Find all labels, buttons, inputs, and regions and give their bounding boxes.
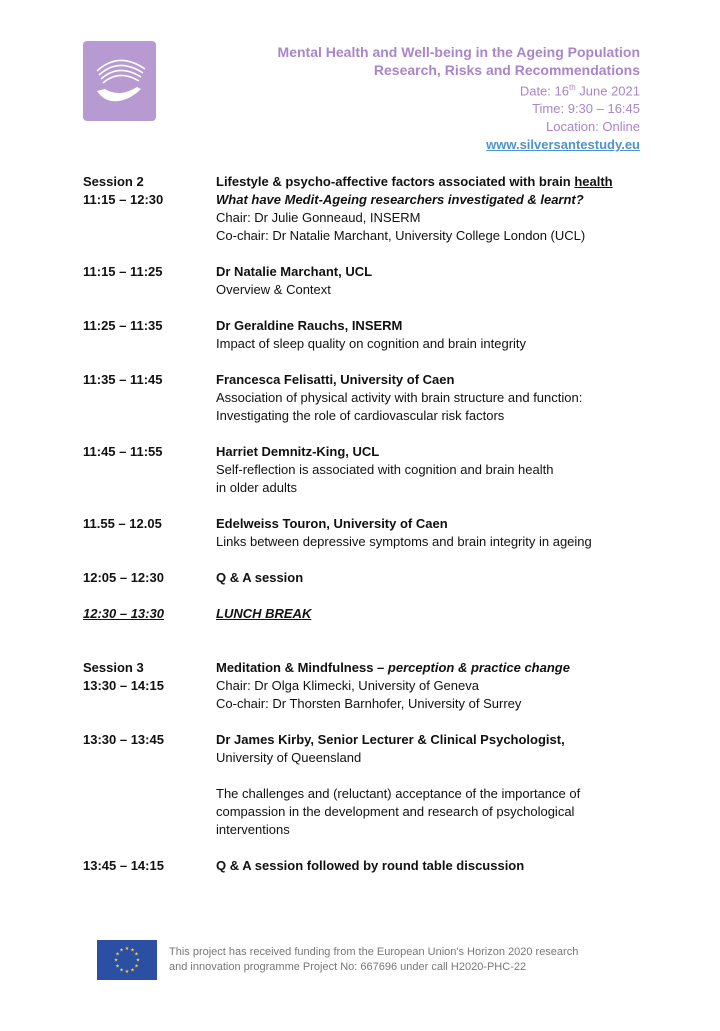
- date-suffix: June 2021: [575, 83, 640, 99]
- talk-speaker: Francesca Felisatti, University of Caen: [216, 372, 455, 387]
- qa-time: 13:45 – 14:15: [83, 858, 164, 873]
- talk-description: The challenges and (reluctant) acceptance of the importance of: [216, 786, 581, 801]
- talk-description: Links between depressive symptoms and brain integrity in ageing: [216, 534, 592, 549]
- session2-chair: Chair: Dr Julie Gonneaud, INSERM: [216, 210, 421, 225]
- talk-speaker: Harriet Demnitz-King, UCL: [216, 444, 380, 459]
- event-date: [278, 79, 640, 100]
- talk-time: 13:30 – 13:45: [83, 732, 164, 747]
- session2-qa: [83, 569, 643, 587]
- talk-time: 11:25 – 11:35: [83, 318, 163, 333]
- talk-item: [83, 515, 643, 551]
- lunch-label: LUNCH BREAK: [216, 606, 312, 621]
- session2-cochair: Co-chair: Dr Natalie Marchant, University College London (UCL): [216, 228, 586, 243]
- session3-title-text: Meditation & Mindfulness –: [216, 660, 388, 675]
- talk-item: [83, 317, 643, 353]
- date-prefix: Date: 16: [519, 83, 569, 99]
- funding-text: [169, 945, 649, 975]
- talk-description: Self-reflection is associated with cognition and brain health: [216, 462, 554, 477]
- talk-item: [83, 263, 643, 299]
- funding-text-line1: This project has received funding from the European Union's Horizon 2020 research: [169, 946, 579, 958]
- session2-title: [216, 173, 643, 191]
- event-title-line2: Research, Risks and Recommendations: [373, 62, 640, 78]
- session2-header: [83, 173, 643, 245]
- hands-logo-icon: [83, 41, 156, 121]
- talk-description: Overview & Context: [216, 282, 331, 297]
- talk-speaker: Dr Natalie Marchant, UCL: [216, 264, 373, 279]
- svg-text:★: ★: [134, 951, 139, 958]
- date-suffix-sup: th: [568, 83, 576, 92]
- talk-speaker: Edelweiss Touron, University of Caen: [216, 516, 448, 531]
- svg-text:★: ★: [124, 946, 130, 952]
- session2-title-underlined: health: [574, 174, 613, 189]
- session2-title-text: Lifestyle & psycho-affective factors associated with brain: [216, 174, 575, 189]
- event-time: Time: 9:30 – 16:45: [532, 101, 640, 117]
- funding-text-line2: and innovation programme Project No: 667696 under call H2020-PHC-22: [169, 961, 527, 973]
- talk-speaker: Dr James Kirby, Senior Lecturer & Clinical Psychologist,: [216, 732, 565, 747]
- svg-text:★: ★: [115, 963, 120, 970]
- svg-text:★: ★: [119, 947, 124, 954]
- event-location: Location: Online: [546, 119, 640, 135]
- svg-text:★: ★: [135, 957, 141, 964]
- event-title-line1: Mental Health and Well-being in the Ageing Population: [277, 44, 640, 60]
- eu-flag-icon: [97, 940, 157, 980]
- talk-description-line2: Investigating the role of cardiovascular risk factors: [216, 408, 505, 423]
- session3-label: Session 3: [83, 660, 144, 675]
- talk-time: 11:45 – 11:55: [83, 444, 163, 459]
- talk-item: [83, 371, 643, 425]
- website-link[interactable]: www.silversantestudy.eu: [486, 137, 640, 153]
- lunch-time: 12:30 – 13:30: [83, 606, 164, 621]
- funding-footer: [97, 940, 657, 982]
- session3-header: [83, 659, 643, 713]
- qa-label: Q & A session: [216, 570, 304, 585]
- lunch-break: [83, 605, 643, 623]
- talk-time: 11.55 – 12.05: [83, 516, 162, 531]
- svg-text:★: ★: [115, 951, 120, 958]
- eu-flag-graphic: [97, 940, 157, 980]
- session3-cochair: Co-chair: Dr Thorsten Barnhofer, University of Surrey: [216, 696, 522, 711]
- logo-graphic: [83, 41, 156, 121]
- talk-item: [83, 731, 643, 839]
- talk-description: Impact of sleep quality on cognition and brain integrity: [216, 336, 527, 351]
- svg-text:★: ★: [124, 969, 130, 975]
- agenda: [83, 173, 643, 893]
- session2-time: 11:15 – 12:30: [83, 192, 164, 207]
- svg-text:★: ★: [130, 967, 135, 974]
- qa-time: 12:05 – 12:30: [83, 570, 164, 585]
- session2-label: Session 2: [83, 174, 144, 189]
- talk-description-line2: in older adults: [216, 480, 297, 495]
- session3-title: [216, 659, 643, 677]
- talk-time: 11:15 – 11:25: [83, 264, 163, 279]
- svg-text:★: ★: [134, 963, 139, 970]
- talk-description-line2: compassion in the development and research of psychological: [216, 804, 575, 819]
- talk-description: Association of physical activity with brain structure and function:: [216, 390, 583, 405]
- talk-description-line3: interventions: [216, 822, 290, 837]
- talk-speaker: Dr Geraldine Rauchs, INSERM: [216, 318, 403, 333]
- talk-time: 11:35 – 11:45: [83, 372, 163, 387]
- session3-time: 13:30 – 14:15: [83, 678, 164, 693]
- session3-qa: [83, 857, 643, 875]
- svg-text:★: ★: [113, 957, 119, 964]
- svg-text:★: ★: [119, 967, 124, 974]
- qa-label: Q & A session followed by round table discussion: [216, 858, 525, 873]
- session3-chair: Chair: Dr Olga Klimecki, University of Geneva: [216, 678, 479, 693]
- header: [278, 43, 640, 154]
- talk-item: [83, 443, 643, 497]
- svg-text:★: ★: [130, 947, 135, 954]
- session2-subtitle: What have Medit-Ageing researchers investigated & learnt?: [216, 192, 584, 207]
- session3-title-italic: perception & practice change: [387, 660, 570, 675]
- talk-affiliation: University of Queensland: [216, 750, 362, 765]
